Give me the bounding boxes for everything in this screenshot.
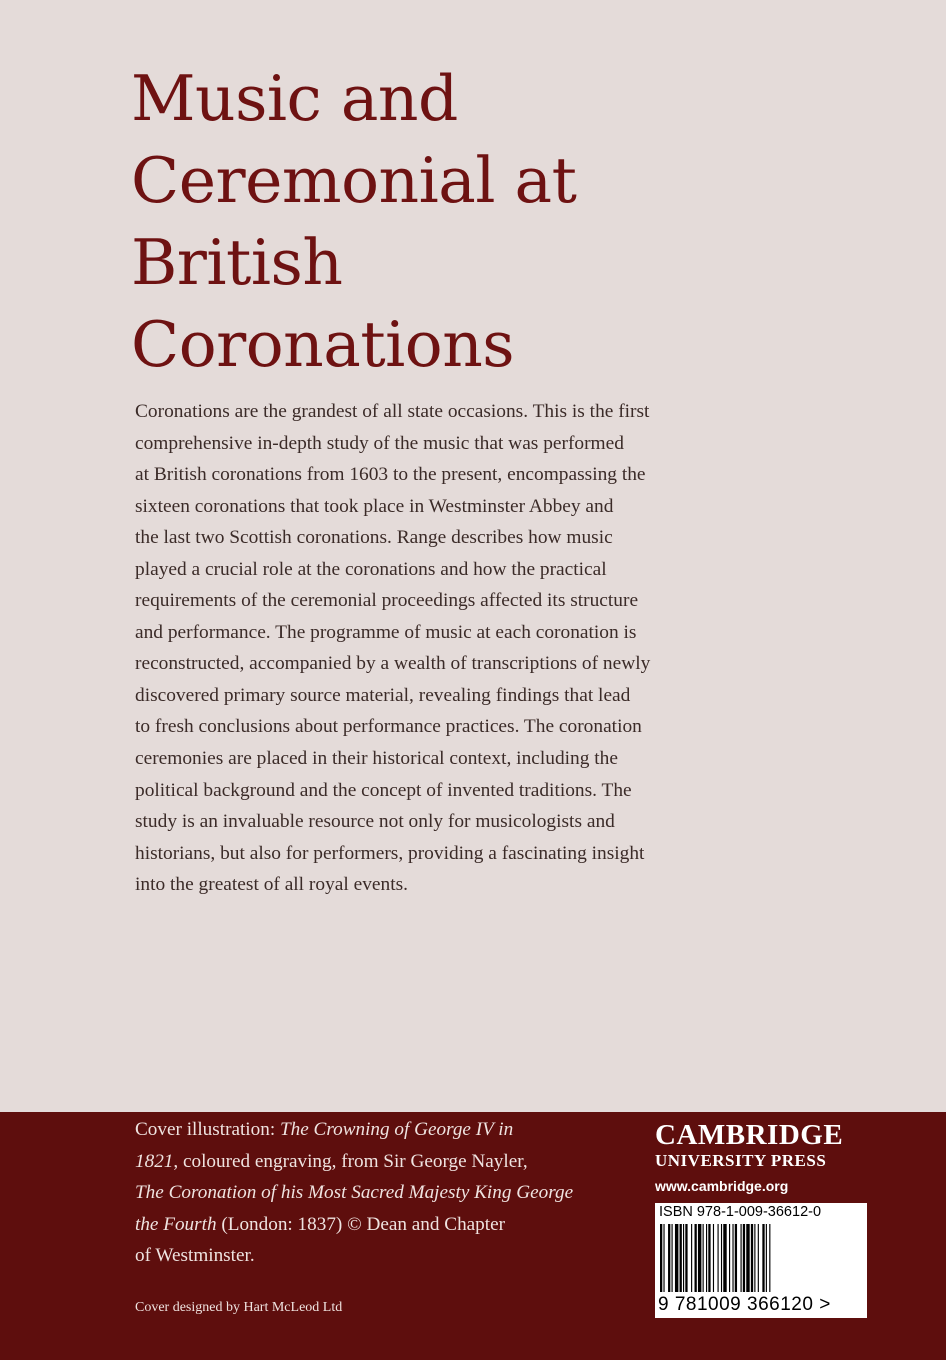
artwork-title: The Crowning of George IV in [279,1119,514,1140]
barcode-bar [741,1224,742,1292]
publisher-subtitle: UNIVERSITY PRESS [655,1151,827,1170]
description-line: requirements of the ceremonial proceedings affected its structure [135,590,639,612]
cover-illustration-credit [135,1114,605,1272]
barcode-bar [660,1224,662,1292]
artwork-year: 1821 [135,1150,174,1172]
source-title: The Coronation of his Most Sacred Majesty King George [135,1182,574,1203]
description-line: ceremonies are placed in their historical context, including the [135,748,618,770]
barcode-bar [723,1224,726,1292]
barcode-bar [663,1224,664,1292]
description-line: at British coronations from 1603 to the present, encompassing the [135,464,646,486]
barcode-bar [668,1224,670,1292]
description-line: played a crucial role at the coronations and how the practical [135,558,607,580]
publisher-url[interactable]: www.cambridge.org [655,1178,789,1194]
barcode-bar [698,1224,701,1292]
title-line-2: Ceremonial at [131,144,577,217]
description-line: into the greatest of all royal events. [135,874,408,896]
isbn-barcode [655,1203,867,1318]
barcode-bar [769,1224,770,1292]
barcode-bar [680,1224,682,1292]
barcode-bar [675,1224,678,1292]
barcode-bar [683,1224,684,1292]
isbn-label: ISBN 978-1-009-36612-0 [659,1204,822,1220]
ean-end-mark: > [819,1294,831,1315]
barcode-bar [691,1224,692,1292]
barcode-bar [754,1224,755,1292]
description-line: to fresh conclusions about performance practices. The coronation [135,716,642,738]
description-line: historians, but also for performers, providing a fascinating insight [135,842,645,864]
barcode-bar [685,1224,687,1292]
description-line: discovered primary source material, revealing findings that lead [135,684,631,706]
ean-number: 9 781009 366120 > [658,1294,831,1315]
credit-line-3 [135,1177,605,1209]
barcode-bar [758,1224,759,1292]
source-title-end: the Fourth [135,1213,217,1235]
description-line: and performance. The programme of music at each coronation is [135,621,637,643]
barcode-bar [735,1224,737,1292]
title-line-1: Music and [131,62,458,135]
description-line: comprehensive in-depth study of the music that was performed [135,432,624,454]
description-line: the last two Scottish coronations. Range describes how music [135,527,613,549]
book-description [135,396,740,901]
barcode-bar [706,1224,707,1292]
barcode-bar [713,1224,714,1292]
description-line: political background and the concept of invented traditions. The [135,779,632,801]
description-line: Coronations are the grandest of all state occasions. This is the first [135,401,650,422]
barcode-bar [703,1224,704,1292]
credit-line-2: 1821, coloured engraving, from Sir George Nayler, [135,1150,528,1172]
description-line: study is an invaluable resource not only for musicologists and [135,811,615,833]
barcode-bar [743,1224,745,1292]
barcode-bar [766,1224,767,1292]
barcode-bars [658,1224,864,1294]
title-line-3: British [131,226,343,299]
publisher-name: CAMBRIDGE [655,1119,844,1151]
barcode-bar [721,1224,722,1292]
barcode-bar [672,1224,673,1292]
credit-line-1: Cover illustration: The Crowning of George IV in [135,1119,514,1140]
barcode-bar [708,1224,710,1292]
barcode-bar [718,1224,719,1292]
barcode-bar [762,1224,764,1292]
description-line: sixteen coronations that took place in Westminster Abbey and [135,495,614,517]
title-line-4: Coronations [131,308,515,381]
book-title [131,58,851,386]
credit-line-5: of Westminster. [135,1245,255,1266]
credit-line-4: the Fourth (London: 1837) © Dean and Chapter [135,1213,506,1235]
barcode-bar [695,1224,697,1292]
cover-designer-credit: Cover designed by Hart McLeod Ltd [135,1300,343,1315]
barcode-bar [746,1224,749,1292]
barcode-bar [729,1224,730,1292]
barcode-bar [751,1224,753,1292]
publisher-logo [655,1120,870,1197]
barcode-bar [732,1224,733,1292]
description-line: reconstructed, accompanied by a wealth of transcriptions of newly [135,653,651,675]
